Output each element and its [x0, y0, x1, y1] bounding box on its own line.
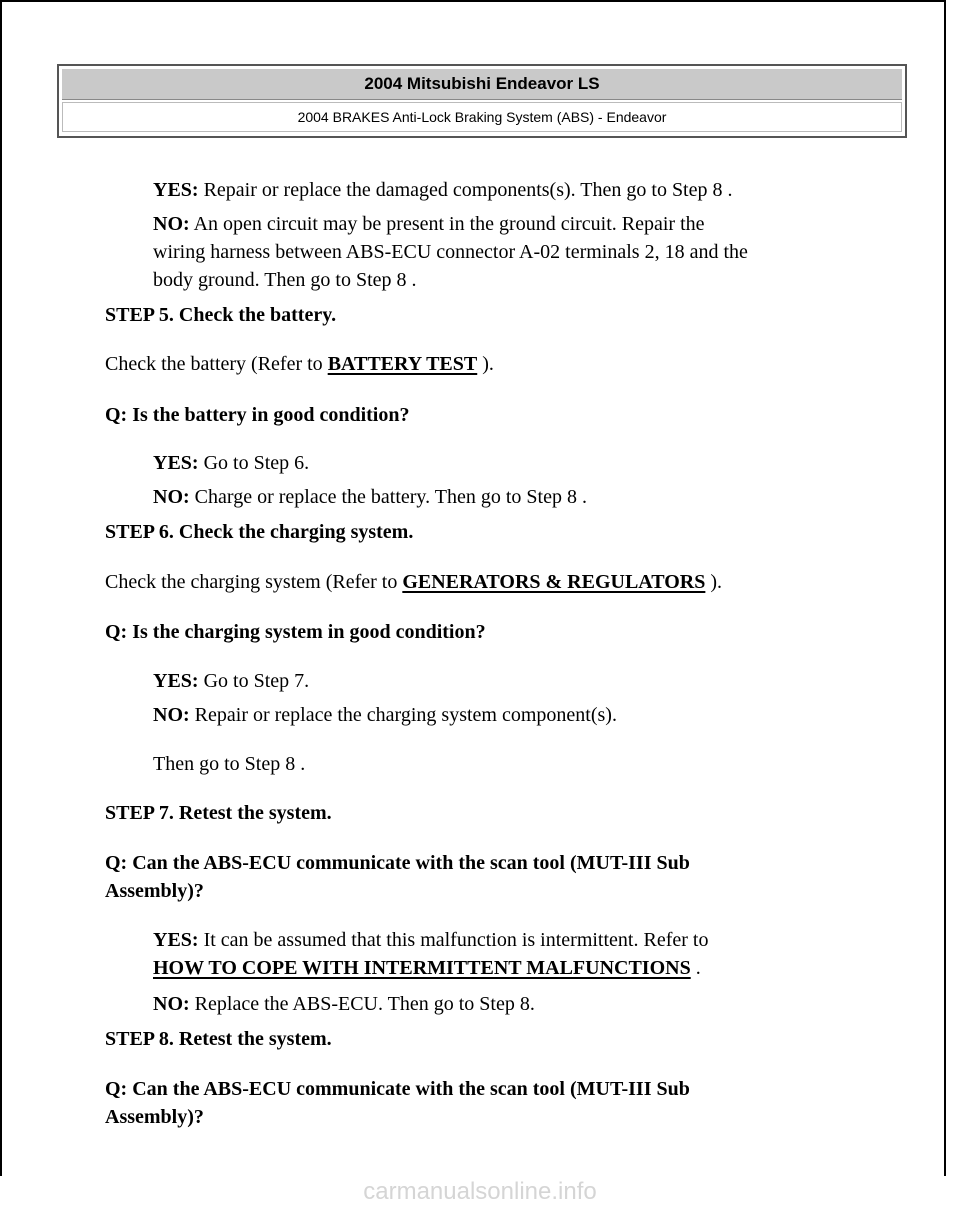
step6-heading: STEP 6. Check the charging system. [105, 521, 414, 543]
step5-yes-line [153, 451, 309, 475]
no-label: NO: [153, 993, 190, 1015]
step6-then-line: Then go to Step 8 . [153, 753, 306, 775]
yes-text: It can be assumed that this malfunction is intermittent. Refer to [198, 929, 709, 951]
no-label: NO: [153, 704, 190, 726]
step7-link-line [153, 956, 701, 980]
document-header [57, 64, 907, 138]
step6-question: Q: Is the charging system in good condition? [105, 621, 486, 643]
yes-label: YES: [153, 929, 199, 951]
no-label: NO: [153, 486, 190, 508]
yes-label: YES: [153, 670, 199, 692]
step7-question-line-1: Q: Can the ABS-ECU communicate with the scan tool (MUT-III Sub [105, 852, 690, 874]
document-title: 2004 Mitsubishi Endeavor LS [62, 69, 902, 100]
check-prefix: Check the battery (Refer to [105, 353, 328, 375]
check-prefix: Check the charging system (Refer to [105, 571, 403, 593]
step5-question: Q: Is the battery in good condition? [105, 404, 410, 426]
battery-test-link[interactable]: BATTERY TEST [327, 353, 478, 375]
watermark: carmanualsonline.info [363, 1178, 597, 1205]
step6-no-line [153, 703, 617, 727]
check-suffix: ). [477, 353, 494, 375]
step4-no-line-3: body ground. Then go to Step 8 . [153, 269, 417, 291]
step8-question-line-2: Assembly)? [105, 1106, 204, 1128]
step7-question-line-2: Assembly)? [105, 880, 204, 902]
step4-no-line [153, 212, 705, 236]
check-suffix: ). [705, 571, 723, 593]
no-label: NO: [153, 213, 190, 235]
step7-heading: STEP 7. Retest the system. [105, 802, 332, 824]
step5-heading: STEP 5. Check the battery. [105, 304, 337, 326]
step6-check-line [105, 570, 722, 594]
step7-yes-line [153, 928, 708, 952]
yes-text: Go to Step 7. [198, 670, 310, 692]
yes-label: YES: [153, 452, 199, 474]
link-suffix: . [690, 957, 701, 979]
document-subtitle: 2004 BRAKES Anti-Lock Braking System (ABS) - Endeavor [62, 102, 902, 132]
step5-check-line [105, 352, 494, 376]
generators-regulators-link[interactable]: GENERATORS & REGULATORS [402, 571, 706, 593]
step8-heading: STEP 8. Retest the system. [105, 1028, 332, 1050]
step5-no-line [153, 485, 587, 509]
intermittent-malfunctions-link[interactable]: HOW TO COPE WITH INTERMITTENT MALFUNCTIONS [153, 957, 691, 979]
yes-text: Go to Step 6. [198, 452, 310, 474]
yes-text: Repair or replace the damaged components(s). Then go to Step 8 . [198, 179, 733, 201]
no-text: An open circuit may be present in the ground circuit. Repair the [189, 213, 705, 235]
step4-yes-line [153, 178, 733, 202]
no-text: Charge or replace the battery. Then go to Step 8 . [189, 486, 587, 508]
step8-question-line-1: Q: Can the ABS-ECU communicate with the scan tool (MUT-III Sub [105, 1078, 690, 1100]
yes-label: YES: [153, 179, 199, 201]
no-text: Repair or replace the charging system component(s). [189, 704, 617, 726]
step7-no-line [153, 992, 535, 1016]
step4-no-line-2: wiring harness between ABS-ECU connector A-02 terminals 2, 18 and the [153, 241, 748, 263]
step6-yes-line [153, 669, 309, 693]
no-text: Replace the ABS-ECU. Then go to Step 8. [189, 993, 535, 1015]
